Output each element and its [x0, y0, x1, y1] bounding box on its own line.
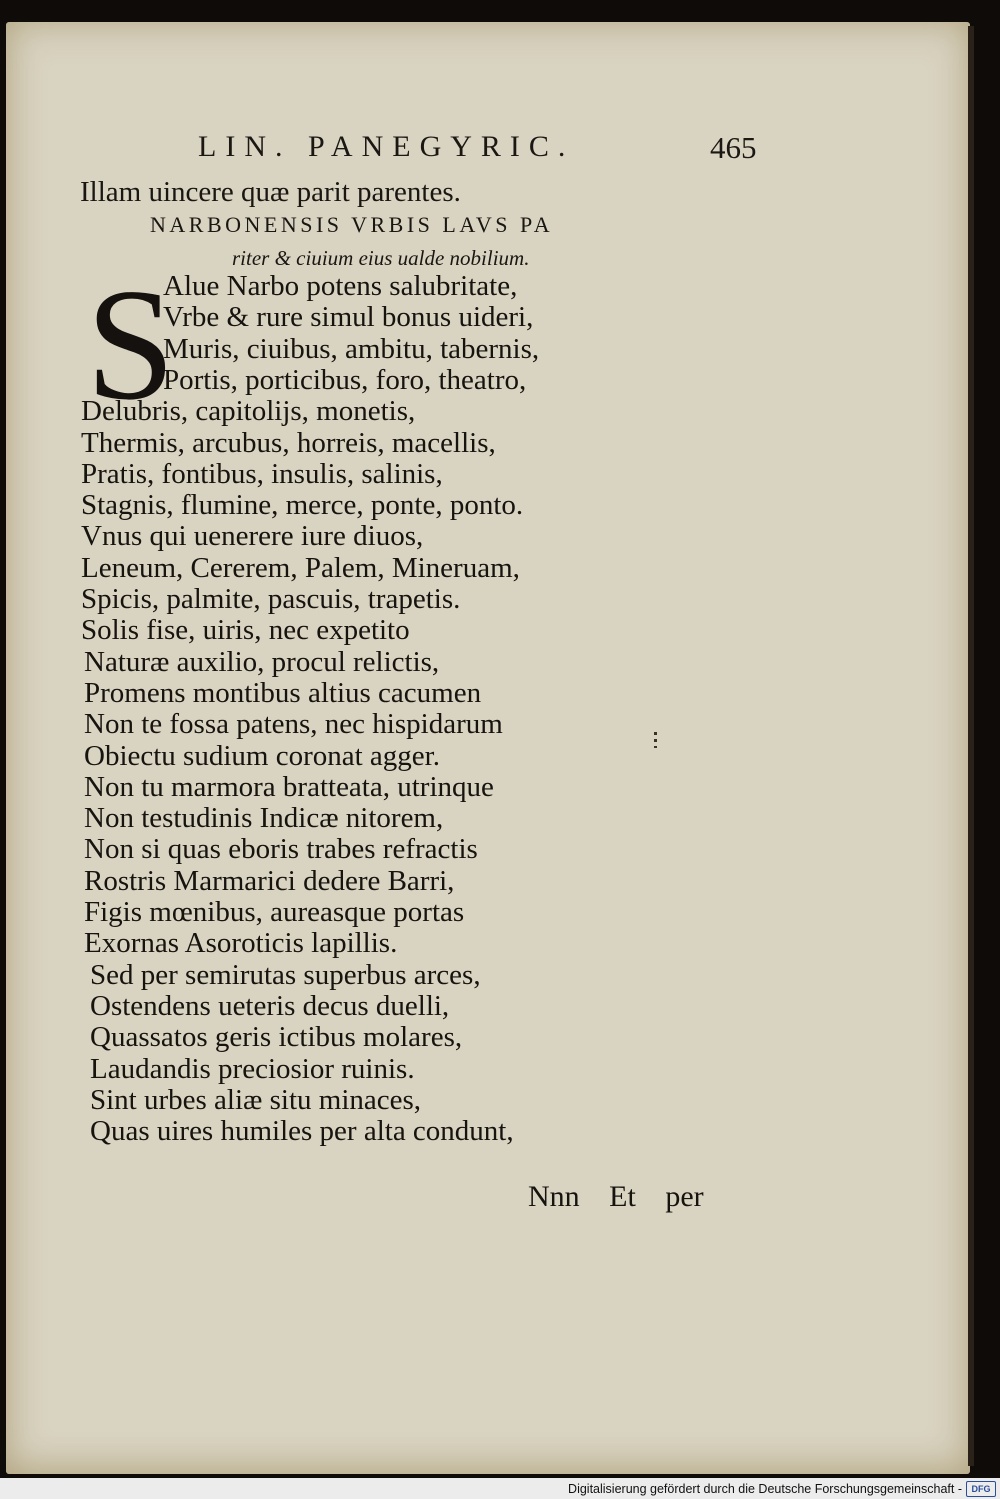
verse-line: Non testudinis Indicæ nitorem,: [84, 802, 444, 835]
section-heading-line-2: riter & ciuium eius ualde nobilium.: [232, 246, 530, 270]
verse-line: Stagnis, flumine, merce, ponte, ponto.: [81, 489, 524, 522]
verse-line: Sint urbes aliæ situ minaces,: [90, 1083, 422, 1116]
verse-line: Laudandis preciosior ruinis.: [90, 1052, 415, 1085]
verse-line: Ostendens ueteris decus duelli,: [90, 989, 450, 1022]
verse-line: Vnus qui uenerere iure diuos,: [81, 520, 424, 553]
verse-line: Vrbe & rure simul bonus uideri,: [163, 301, 534, 334]
verse-line: Sed per semirutas superbus arces,: [90, 958, 481, 991]
verse-line: Muris, ciuibus, ambitu, tabernis,: [163, 332, 540, 365]
verse-line: Non te fossa patens, nec hispidarum: [84, 708, 503, 741]
verse-line: Non tu marmora bratteata, utrinque: [84, 770, 494, 803]
verse-line: Rostris Marmarici dedere Barri,: [84, 864, 455, 897]
verse-line: Solis fise, uiris, nec expetito: [81, 614, 410, 647]
page-number: 465: [710, 130, 757, 165]
verse-line: Spicis, palmite, pascuis, trapetis.: [81, 583, 461, 615]
verse-line: Figis mœnibus, aureasque portas: [84, 896, 465, 928]
dfg-logo: DFG: [966, 1481, 996, 1497]
verse-line: Leneum, Cererem, Palem, Mineruam,: [81, 551, 520, 584]
section-heading-line-1: NARBONENSIS VRBIS LAVS PA: [150, 212, 554, 237]
verse-line: Alue Narbo potens salubritate,: [163, 270, 518, 302]
verse-line: Quas uires humiles per alta condunt,: [90, 1115, 514, 1148]
verse-line: Obiectu sudium coronat agger.: [84, 739, 440, 772]
verse-line: Thermis, arcubus, horreis, macellis,: [81, 426, 496, 459]
drop-cap-initial: S: [86, 255, 175, 433]
page-edge: [968, 26, 974, 1466]
verse-line: Promens montibus altius cacumen: [84, 676, 482, 709]
carried-over-line: Illam uincere quæ parit parentes.: [80, 176, 461, 208]
digitization-credit: Digitalisierung gefördert durch die Deutsche Forschungsgemeinschaft -: [568, 1482, 962, 1496]
verse-line: Exornas Asoroticis lapillis.: [84, 927, 398, 960]
verse-line: Portis, porticibus, foro, theatro,: [163, 363, 527, 396]
catchword-signature: Nnn Et per: [528, 1180, 704, 1213]
verse-line: Delubris, capitolijs, monetis,: [81, 395, 416, 428]
verse-line: Quassatos geris ictibus molares,: [90, 1021, 463, 1054]
running-head: LIN. PANEGYRIC.: [198, 130, 575, 163]
margin-mark: [654, 732, 657, 748]
verse-line: Pratis, fontibus, insulis, salinis,: [81, 457, 443, 490]
verse-line: Non si quas eboris trabes refractis: [84, 833, 478, 866]
verse-line: Naturæ auxilio, procul relictis,: [84, 645, 440, 678]
